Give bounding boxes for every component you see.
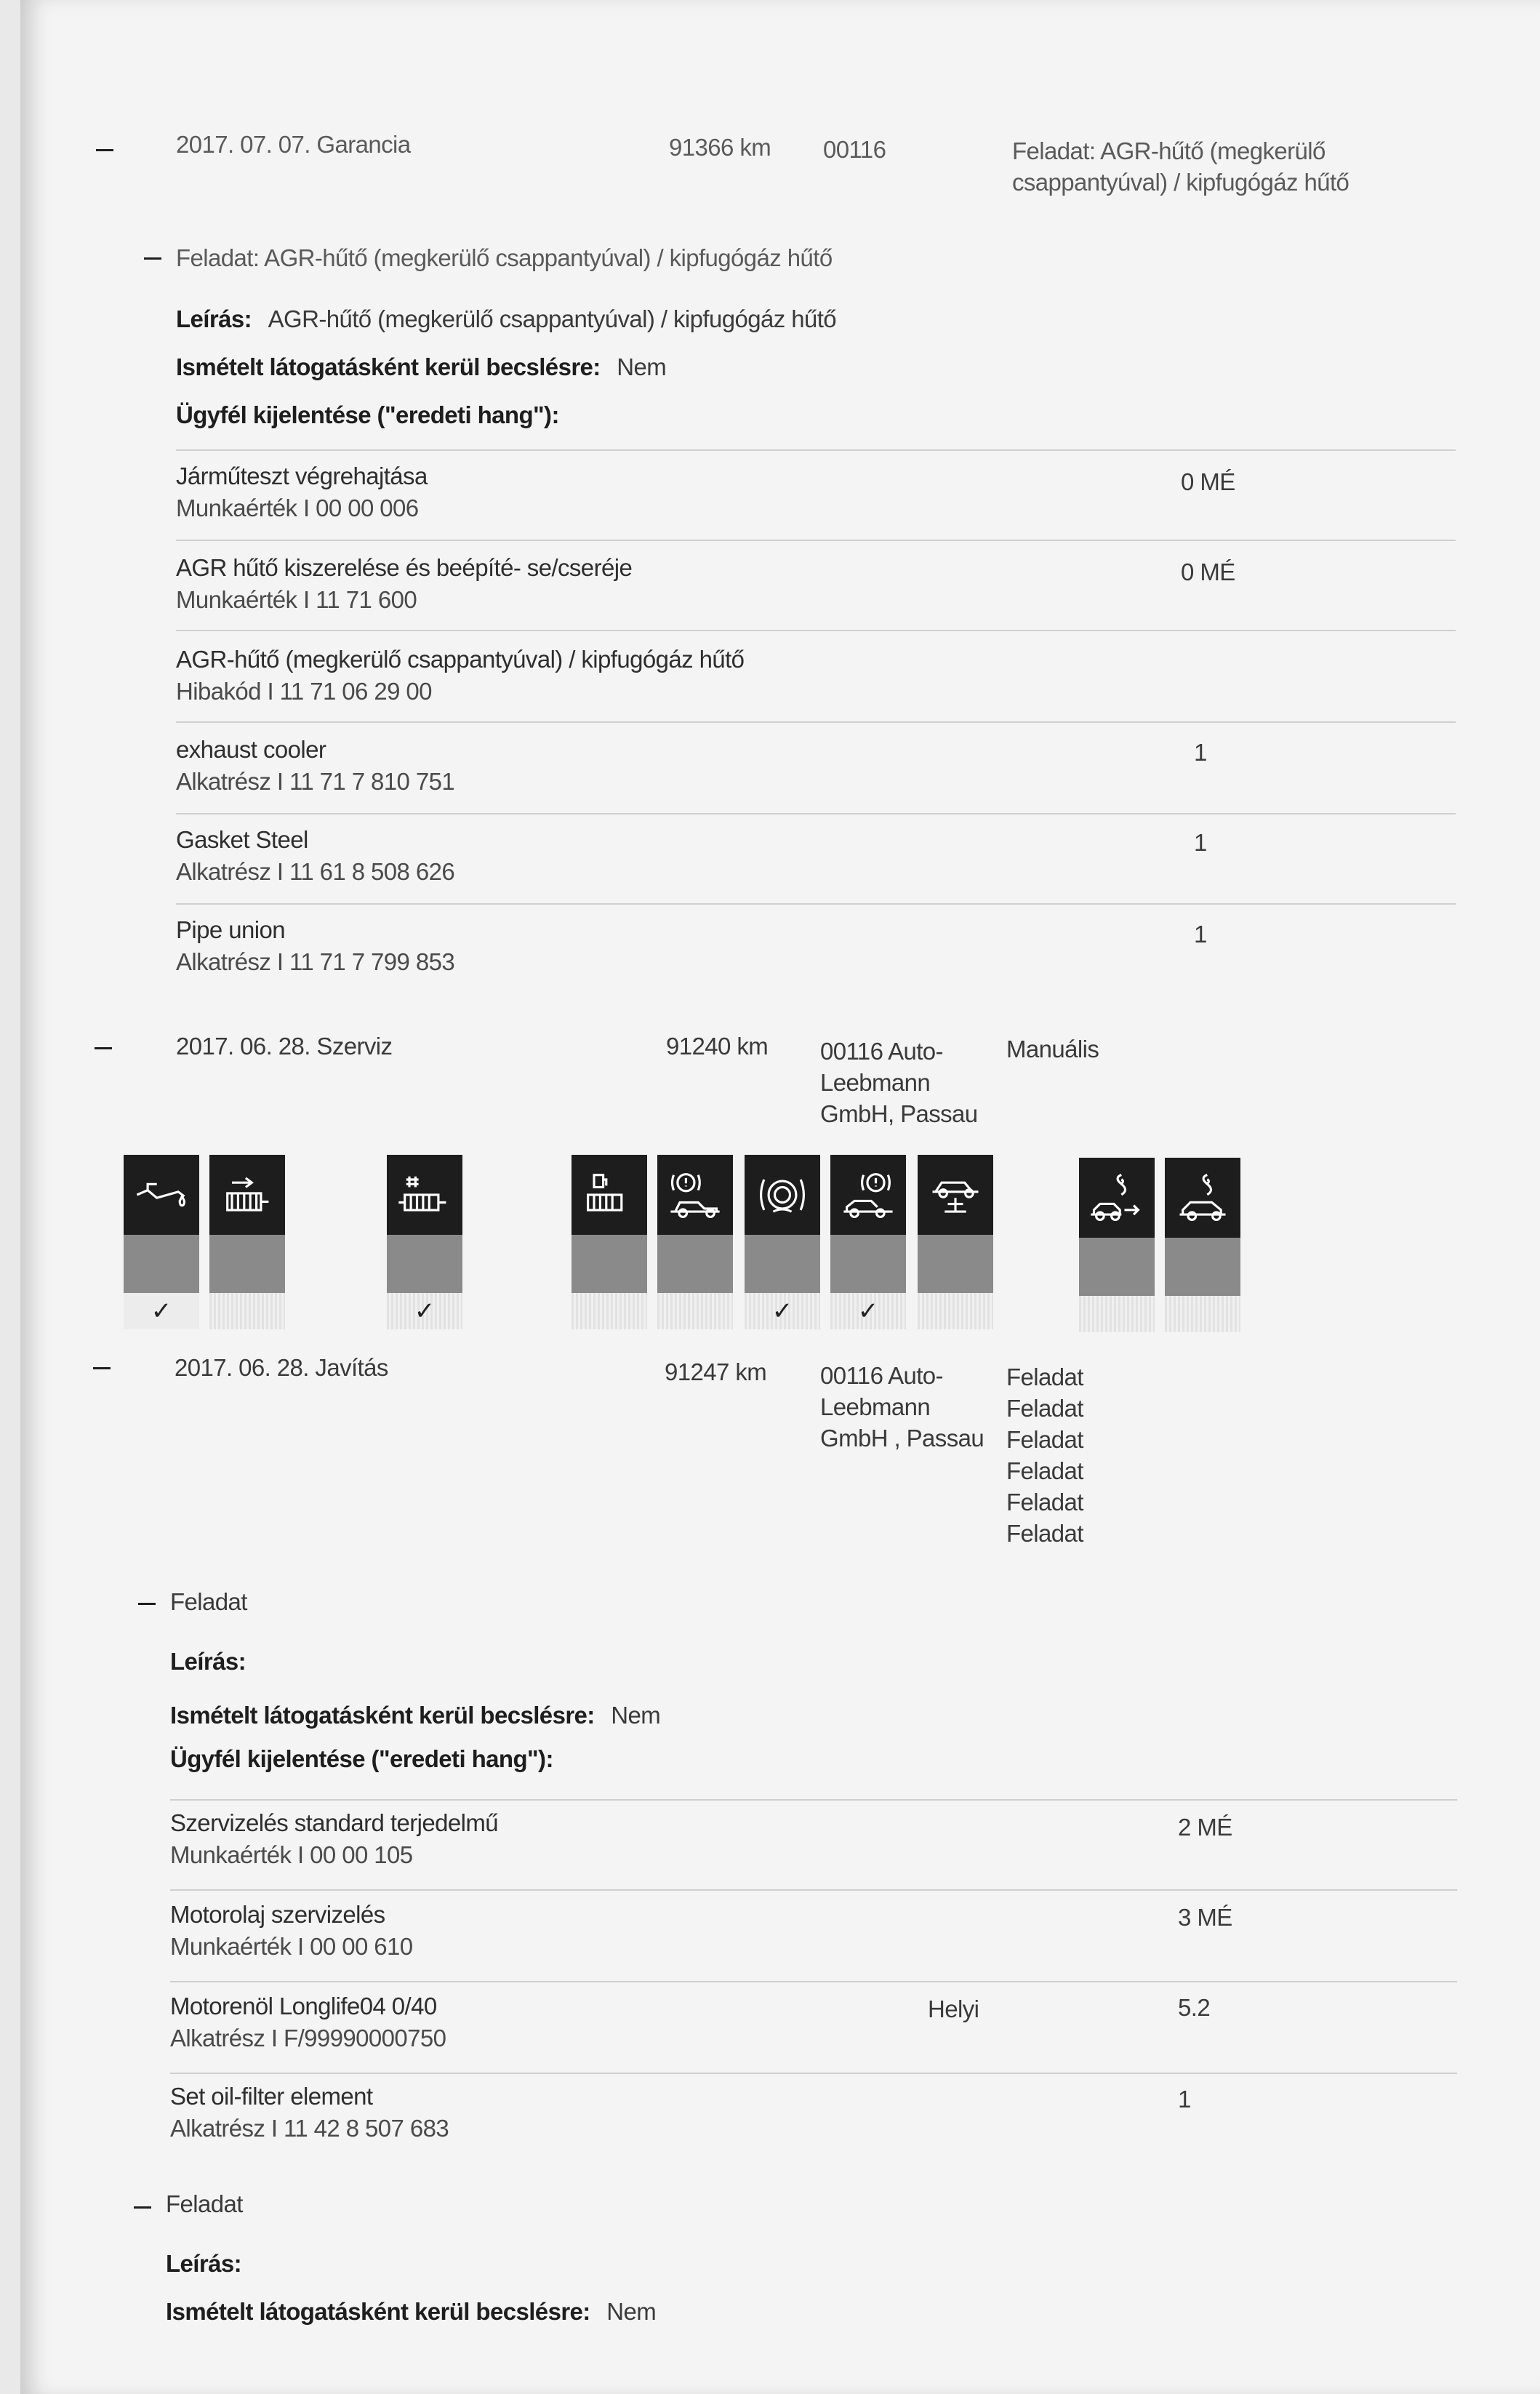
brake-fluid-icon: [752, 1164, 813, 1225]
check-mark: ✓: [124, 1293, 199, 1329]
entry3-task-header: Feladat: [170, 1588, 247, 1615]
row-divider: [170, 1799, 1457, 1801]
entry3-desc-label: Leírás:: [170, 1648, 246, 1675]
task-link[interactable]: Feladat: [1006, 1489, 1083, 1516]
list-item: [176, 646, 744, 705]
item-code: Munkaérték I 00 00 610: [170, 1933, 413, 1960]
entry2-km: 91240 km: [666, 1033, 769, 1060]
item-name: exhaust cooler: [176, 736, 326, 763]
check-mark: [1079, 1296, 1155, 1332]
entry1-km: 91366 km: [669, 134, 771, 161]
item-name: AGR-hűtő (megkerülő csappantyúval) / kipfugógáz hűtő: [176, 646, 745, 673]
repeat-label: Ismételt látogatásként kerül becslésre:: [166, 2298, 590, 2325]
entry2-dealer: [820, 1036, 978, 1129]
task-link[interactable]: Feladat: [1006, 1457, 1083, 1484]
repeat-value: Nem: [606, 2298, 657, 2325]
repeat-value: Nem: [611, 1702, 661, 1729]
dealer-line: Leebmann: [820, 1393, 931, 1420]
task-dash: [138, 1603, 156, 1605]
list-item: [176, 916, 454, 976]
summary-line: csappantyúval) / kipfugógáz hűtő: [1012, 169, 1349, 196]
item-code: Alkatrész I 11 71 7 810 751: [176, 768, 455, 795]
list-item: [176, 826, 454, 886]
entry1-code: 00116: [823, 136, 886, 163]
service-icon-tile: [1165, 1158, 1240, 1332]
check-mark: ✓: [745, 1293, 820, 1329]
entry3-customer-statement: Ügyfél kijelentése ("eredeti hang"):: [170, 1745, 553, 1772]
item-name: Motorenöl Longlife04 0/40: [170, 1993, 437, 2019]
list-item: [176, 463, 428, 522]
list-item: [176, 554, 632, 614]
service-icon-tile: [657, 1155, 733, 1329]
service-icon-tile: [124, 1155, 199, 1329]
fuel-service-icon: [579, 1164, 640, 1225]
entry-dash: [95, 1047, 112, 1049]
item-qty: 2 MÉ: [1178, 1814, 1232, 1841]
service-icon-tile: [745, 1155, 820, 1329]
entry1-task-summary: [1012, 135, 1349, 198]
entry-dash: [96, 149, 113, 151]
item-name: Gasket Steel: [176, 826, 308, 853]
task-dash: [134, 2206, 151, 2209]
item-qty: 1: [1178, 2086, 1191, 2113]
item-name: Szervizelés standard terjedelmű: [170, 1809, 498, 1836]
row-divider: [170, 1889, 1457, 1891]
service-icon-tile: [572, 1155, 647, 1329]
row-divider: [176, 903, 1456, 905]
item-qty: 3 MÉ: [1178, 1904, 1232, 1931]
row-divider: [170, 1981, 1457, 1982]
item-code: Munkaérték I 00 00 006: [176, 495, 419, 521]
entry4-desc-label: Leírás:: [166, 2250, 242, 2277]
item-qty: 0 MÉ: [1181, 559, 1235, 585]
entry4-task-header: Feladat: [166, 2190, 243, 2217]
row-divider: [176, 630, 1456, 631]
item-code: Munkaérték I 00 00 105: [170, 1841, 413, 1868]
check-mark: [1165, 1296, 1240, 1332]
dealer-line: GmbH , Passau: [820, 1425, 984, 1452]
document-page: [20, 0, 1540, 2394]
entry-dash: [93, 1367, 111, 1369]
task-link[interactable]: Feladat: [1006, 1520, 1083, 1547]
dealer-line: GmbH, Passau: [820, 1100, 978, 1127]
list-item: [176, 736, 454, 796]
check-mark: ✓: [387, 1293, 462, 1329]
summary-line: Feladat: AGR-hűtő (megkerülő: [1012, 137, 1326, 164]
engine-oil-icon: [131, 1164, 192, 1225]
item-name: Járműteszt végrehajtása: [176, 463, 428, 489]
dealer-line: 00116 Auto-: [820, 1038, 943, 1065]
dealer-line: 00116 Auto-: [820, 1362, 943, 1389]
check-mark: ✓: [830, 1293, 906, 1329]
check-mark: [918, 1293, 993, 1329]
entry4-repeat: [166, 2298, 656, 2326]
task-link[interactable]: Feladat: [1006, 1426, 1083, 1453]
desc-label: Leírás:: [176, 305, 252, 332]
item-qty: 1: [1194, 739, 1207, 766]
entry3-repeat: [170, 1702, 660, 1729]
service-icon-tile: [830, 1155, 906, 1329]
row-divider: [176, 540, 1456, 541]
repeat-label: Ismételt látogatásként kerül becslésre:: [176, 353, 601, 380]
dealer-line: Leebmann: [820, 1069, 931, 1096]
item-name: Pipe union: [176, 916, 285, 943]
vehicle-check-icon: [925, 1164, 986, 1225]
repeat-label: Ismételt látogatásként kerül becslésre:: [170, 1702, 595, 1729]
rear-brake-icon: [838, 1164, 899, 1225]
fuel-filter-icon: [217, 1164, 278, 1225]
item-name: Motorolaj szervizelés: [170, 1901, 385, 1928]
check-mark: [209, 1293, 285, 1329]
item-location: Helyi: [928, 1995, 979, 2022]
exhaust-inspection-icon: [1086, 1167, 1147, 1228]
item-name: AGR hűtő kiszerelése és beépíté- se/cseréje: [176, 554, 633, 581]
entry1-repeat: [176, 353, 666, 381]
list-item: [170, 1993, 446, 2052]
item-code: Munkaérték I 11 71 600: [176, 586, 417, 613]
task-dash: [144, 257, 161, 260]
entry1-date-type: 2017. 07. 07. Garancia: [176, 131, 411, 158]
item-qty: 1: [1194, 829, 1207, 856]
repeat-value: Nem: [617, 353, 667, 380]
entry1-customer-statement: Ügyfél kijelentése ("eredeti hang"):: [176, 401, 559, 428]
list-item: [170, 1901, 413, 1961]
entry3-date-type: 2017. 06. 28. Javítás: [175, 1354, 388, 1381]
row-divider: [176, 721, 1456, 723]
check-mark: [657, 1293, 733, 1329]
item-qty: 1: [1194, 921, 1207, 948]
service-icon-tile: [1079, 1158, 1155, 1332]
list-item: [170, 2083, 449, 2142]
row-divider: [176, 449, 1456, 451]
service-icon-tile: [209, 1155, 285, 1329]
entry3-km: 91247 km: [665, 1358, 767, 1385]
item-name: Set oil-filter element: [170, 2083, 373, 2110]
entry1-description: [176, 305, 836, 333]
list-item: [170, 1809, 498, 1869]
entry2-date-type: 2017. 06. 28. Szerviz: [176, 1033, 393, 1060]
entry1-task-header: Feladat: AGR-hűtő (megkerülő csappantyúval) / kipfugógáz hűtő: [176, 244, 833, 271]
vehicle-inspection-icon: [1172, 1167, 1233, 1228]
check-mark: [572, 1293, 647, 1329]
particle-filter-icon: [394, 1164, 455, 1225]
item-code: Alkatrész I 11 42 8 507 683: [170, 2115, 449, 2142]
service-icon-tile: [918, 1155, 993, 1329]
row-divider: [170, 2073, 1457, 2074]
entry3-dealer: [820, 1360, 984, 1454]
item-qty: 0 MÉ: [1181, 468, 1235, 495]
item-code: Alkatrész I 11 61 8 508 626: [176, 858, 455, 885]
item-qty: 5.2: [1178, 1994, 1211, 2021]
front-brake-icon: [665, 1164, 726, 1225]
item-code: Alkatrész I 11 71 7 799 853: [176, 948, 455, 975]
item-code: Hibakód I 11 71 06 29 00: [176, 678, 432, 705]
service-icon-tile: [387, 1155, 462, 1329]
task-link[interactable]: Feladat: [1006, 1364, 1083, 1390]
task-link[interactable]: Feladat: [1006, 1395, 1083, 1422]
entry3-task-list: [1006, 1361, 1083, 1549]
row-divider: [176, 813, 1456, 814]
desc-value: AGR-hűtő (megkerülő csappantyúval) / kipfugógáz hűtő: [268, 305, 837, 332]
item-code: Alkatrész I F/99990000750: [170, 2025, 446, 2051]
entry2-type: Manuális: [1006, 1036, 1099, 1062]
